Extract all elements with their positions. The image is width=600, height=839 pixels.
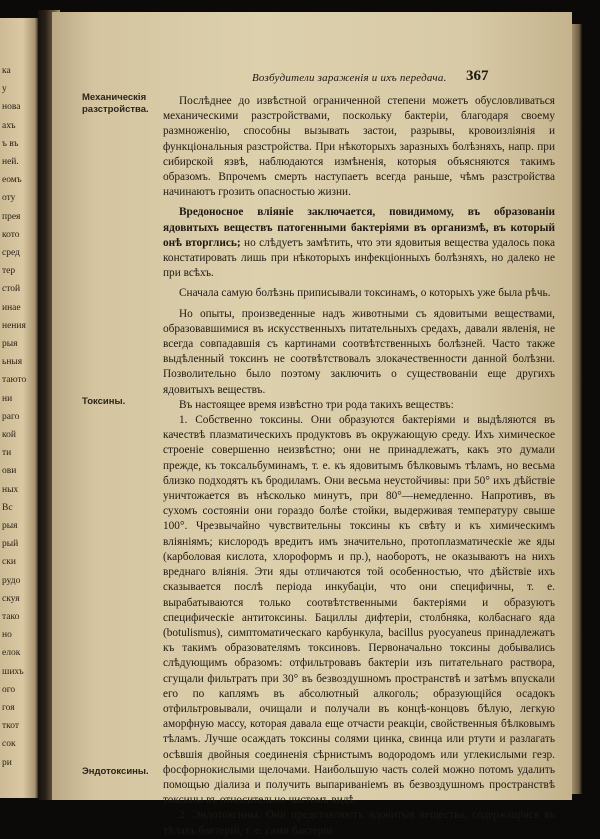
facing-page-fragment: ней. [2,157,19,167]
page-header [52,62,572,82]
paragraph-endotoxins: 2. Эндотоксины. Они представляютъ ядовитыя вещества, содержащіяся въ тѣлахъ бактерій, т. е. сами бактеріи [163,809,555,837]
facing-page-fragment: ъ въ [2,138,19,149]
facing-page-fragment: рый [2,539,19,550]
facing-page-fragment: ьныя [2,357,23,368]
facing-page-fragment: ови [2,466,17,477]
page-number: 367 [466,68,489,84]
facing-page-fragment: ого [2,684,16,695]
facing-page-fragment: ти [2,448,12,459]
facing-page-fragment: ка [2,66,11,76]
emphasized-statement: Вредоносное вліяніе заключается, повидимому, въ образованіи ядовитыхъ веществъ патогенными бактеріями въ организмѣ, въ который онѣ вторглись; [163,206,555,249]
facing-page-fragment: скуя [2,593,20,604]
body-text [163,94,555,839]
facing-page-fragment: ни [2,393,13,404]
facing-page-fragment: сок [2,739,16,750]
facing-page-fragment: ткот [2,721,20,732]
facing-page-fragment: тако [2,612,20,622]
facing-page-fragment: Вс [2,502,13,513]
paragraph-experiments: Но опыты, произведенные надъ животными съ ядовитыми веществами, образовавшимися въ искусственныхъ питательныхъ средахъ, давали явленія, не всегда совпадавшія съ картинами соотвѣтственныхъ болѣзней. Часто также выдѣленный токсинъ не соотвѣтствовалъ злокачественности данной болѣзни. Позволительно было поэтому заключить о существованіи еще другихъ ядовитыхъ веществъ. [163,307,555,396]
facing-page-fragment: шихъ [2,666,24,677]
facing-page-fragment: рыя [2,521,18,531]
facing-page-fragment: оту [2,193,16,204]
facing-page-fragment: ри [2,757,12,768]
facing-page-fragment: рудо [2,575,21,586]
facing-page-fragment: таюто [2,375,27,386]
facing-page-fragment: елок [2,648,21,659]
facing-page-fragment: стой [2,284,21,295]
facing-page-fragment: кой [2,430,16,440]
facing-page-fragment: у [2,84,7,95]
paragraph-mechanical: Послѣднее до извѣстной ограниченной степени можетъ обусловливаться механическими разстройствами, поскольку бактеріи, благодаря своему размноженію, способны вызывать застои, разрывы, кровоизліянія и функціональныя разстройства. При нѣкоторыхъ заразныхъ болѣзняхъ, напр. при сибирской язвѣ, наблюдаются измѣненія, которыя объясняются такимъ образомъ. Впрочемъ смерть наступаетъ всегда раньше, чѣмъ разстройства начинаютъ грозить опасностью жизни. [163,95,555,199]
paragraph-toxins: 1. Собственно токсины. Они образуются бактеріями и выдѣляются въ качествѣ плазматическихъ продуктовъ въ окружающую среду. Ихъ химическое строеніе совершенно неизвѣстно; они не принадлежатъ, какъ это думали прежде, къ токсальбуминамъ, т. е. къ ядовитымъ бѣлковымъ тѣламъ, но весьма близко подходятъ къ бродиламъ. Они весьма неустойчивы: при 50° ихъ дѣйствіе уничтожается въ нѣсколько минутъ, при 80°—немедленно. Напротивъ, въ сухомъ состояніи они гораздо болѣе стойки, выдерживая температуру свыше 100°. Чрезвычайно чувствительны токсины къ свѣту и къ химическимъ вліяніямъ; кислородъ вредитъ имъ значительно, протоплазматическіе же яды (карболовая кислота, хлороформъ и пр.), наоборотъ, не оказываютъ на нихъ вреднаго вліянія. Эти яды отличаются той особенностью, что дѣйствіе ихъ сказывается послѣ періода инкубаціи, что они специфичны, т. е. вырабатываются только соотвѣтственными бактеріями и образуютъ специфическіе антитоксины. Бациллы дифтеріи, столбняка, колбаснаго яда (botulismus), симптоматическаго карбункула, bacillus pyocyaneus принадлежатъ къ такимъ образователямъ токсиновъ. Первоначально токсины добывались слѣдующимъ образомъ: отфильтровавъ бактеріи изъ питательнаго раствора, сгущали фильтратъ при 30° въ безвоздушномъ пространствѣ и затѣмъ впускали его по каплямъ въ абсолютный алкоголь; образующійся осадокъ отфильтровывали, очищали и получали въ концѣ-концовъ бѣлую, легкую аморфную массу, которая давала еще отчасти реакціи, свойственныя бѣлковымъ тѣламъ. Лучше осаждать токсины солями цинка, свинца или ртути и разлагать осѣвшія двойныя соединенія сѣрнистымъ водородомъ или углекислыми гезр. фосфорнокислыми щелочами. Наибольшую часть солей можно потомъ удалить помощью діализа и получить выпариваніемъ въ безвоздушномъ пространствѣ токсины въ относительно чистомъ видѣ. [163,414,555,807]
page-stack-edge [572,24,582,794]
facing-page-fragment: нения [2,320,26,331]
facing-page-fragment: но [2,630,12,641]
margin-note-endotoxins: Эндотоксины. [82,766,149,777]
facing-page-fragment: гоя [2,703,15,713]
margin-note-mechanical: Механическія разстройства. [82,92,149,115]
facing-page-fragment: кото [2,229,20,240]
paragraph-continuation: но слѣдуетъ замѣтить, что эти ядовитыя вещества удалось пока констатировать лишь при нѣкоторыхъ инфекціонныхъ болѣзняхъ, но далеко не при всѣхъ. [163,236,555,280]
paragraph-harmful-influence [163,205,555,281]
facing-page-fragment: раго [2,411,20,422]
facing-page-fragment: инае [2,302,21,313]
facing-page-fragment: прея [2,211,21,222]
facing-page-fragment: ных [2,484,19,495]
paragraph-three-kinds: Въ настоящее время извѣстно три рода такихъ веществъ: [179,398,454,411]
facing-page-fragment: тер [2,266,16,277]
facing-page-fragment: сред [2,248,20,258]
facing-page-fragment: еомъ [2,175,22,186]
facing-page-fragment: рыя [2,339,18,349]
facing-page-fragment: нова [2,102,21,113]
facing-page-fragment: ахъ [2,120,16,131]
facing-page-edge [0,18,38,798]
paragraph-toxins-intro: Сначала самую болѣзнь приписывали токсинамъ, о которыхъ уже была рѣчь. [179,287,551,300]
facing-page-fragment: ски [2,557,16,568]
margin-note-toxins: Токсины. [82,396,126,407]
running-head: Возбудители зараженія и ихъ передача. [252,72,447,84]
book-page [52,12,572,837]
